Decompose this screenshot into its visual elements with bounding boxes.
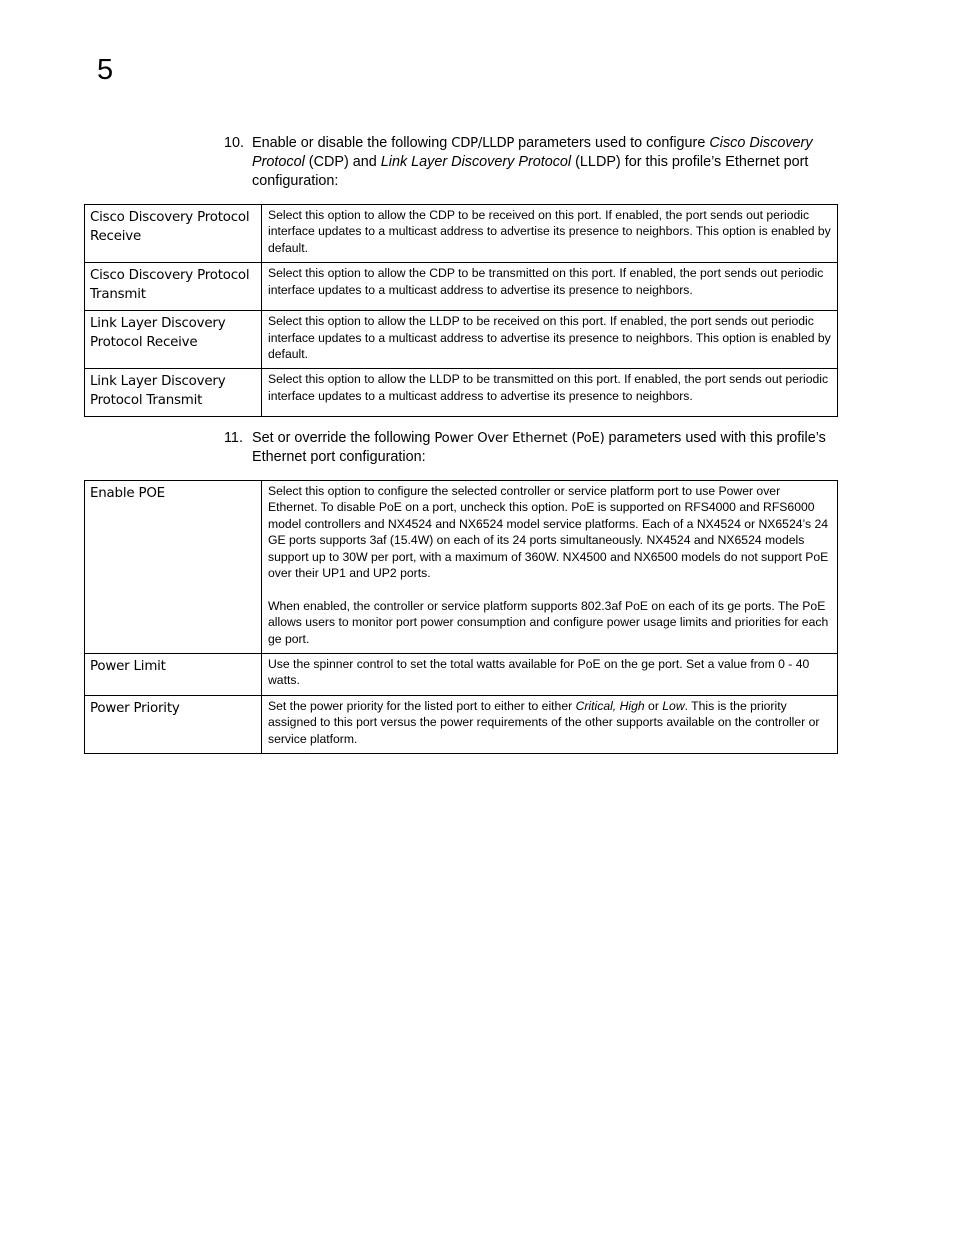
table-row (85, 654, 838, 696)
step-text-part: (LLDP) for this profile’s Ethernet port configuration: (252, 154, 809, 189)
step-term-italic: Link Layer Discovery Protocol (380, 154, 572, 170)
description-part: . This is the priority assigned to this port versus the power requirements of the other supports available on the controller or service platform. (268, 698, 820, 746)
cdp-lldp-table (84, 204, 838, 417)
table-row (85, 311, 838, 369)
row-description (262, 695, 838, 753)
chapter-number: 5 (97, 54, 114, 86)
row-term: Link Layer Discovery Protocol Receive (85, 311, 262, 369)
row-term: Cisco Discovery Protocol Receive (85, 205, 262, 263)
step-text-part: Enable or disable the following (252, 135, 452, 151)
row-description (262, 263, 838, 311)
step-keyword: Power Over Ethernet (PoE) (434, 431, 605, 446)
row-term: Power Priority (85, 695, 262, 753)
row-description (262, 481, 838, 654)
table-row (85, 205, 838, 263)
description-text: When enabled, the controller or service platform supports 802.3af PoE on each of its ge ports. The PoE allows users to monitor port power consumption and configure power usage limits and priorities for each ge port. (268, 598, 829, 646)
step-10 (224, 134, 844, 191)
poe-table (84, 480, 838, 754)
row-description (262, 654, 838, 696)
step-number: 11. (224, 430, 243, 446)
description-italic: Critical, High (575, 698, 645, 713)
description-part: or (644, 698, 663, 713)
description-part: Set the power priority for the listed port to either to either (268, 698, 576, 713)
table-row (85, 369, 838, 417)
step-text-part: parameters used to configure (514, 135, 710, 151)
row-description (262, 369, 838, 417)
step-number: 10. (224, 135, 245, 151)
table-row (85, 481, 838, 654)
description-text: Select this option to allow the CDP to be transmitted on this port. If enabled, the port sends out periodic interface updates to a multicast address to advertise its presence to neighbors. (268, 266, 824, 297)
description-text: Select this option to allow the CDP to be received on this port. If enabled, the port sends out periodic interface updates to a multicast address to advertise its presence to neighbors. This option is enabled by default. (268, 208, 831, 255)
row-description (262, 205, 838, 263)
row-term: Power Limit (85, 654, 262, 696)
description-text (268, 698, 831, 747)
step-keyword: CDP/LLDP (451, 136, 515, 151)
table-row (85, 695, 838, 753)
step-text (252, 429, 844, 467)
description-text: Select this option to configure the selected controller or service platform port to use Power over Ethernet. To disable PoE on a port, uncheck this option. PoE is supported on RFS4000 and RFS6000 model controllers and NX4524 and NX6524 model service platforms. Each of a NX4524 or NX6524’s 24 GE ports supports 3af (15.4W) on each of its 24 ports simultaneously. NX4524 and NX6524 models support up to 30W per port, with a maximum of 360W. NX4500 and NX6500 models do not support PoE over their UP1 and UP2 ports. (268, 484, 829, 581)
table-row (85, 263, 838, 311)
row-term: Enable POE (85, 481, 262, 654)
description-text: Select this option to allow the LLDP to be transmitted on this port. If enabled, the port sends out periodic interface updates to a multicast address to advertise its presence to neighbors. (268, 372, 829, 403)
description-text: Use the spinner control to set the total watts available for PoE on the ge port. Set a value from 0 - 40 watts. (268, 657, 810, 688)
description-text: Select this option to allow the LLDP to be received on this port. If enabled, the port sends out periodic interface updates to a multicast address to advertise its presence to neighbors. This option is enabled by default. (268, 314, 831, 362)
step-text-part: Set or override the following (252, 430, 435, 446)
row-description (262, 311, 838, 369)
row-term: Link Layer Discovery Protocol Transmit (85, 369, 262, 417)
row-term: Cisco Discovery Protocol Transmit (85, 263, 262, 311)
step-text-part: parameters used with this profile’s Ethernet port configuration: (252, 430, 826, 465)
step-text-part: (CDP) and (304, 154, 381, 170)
description-italic: Low (662, 698, 685, 713)
step-text (252, 134, 844, 191)
step-11 (224, 429, 844, 467)
step-term-italic: Cisco Discovery Protocol (252, 135, 813, 170)
